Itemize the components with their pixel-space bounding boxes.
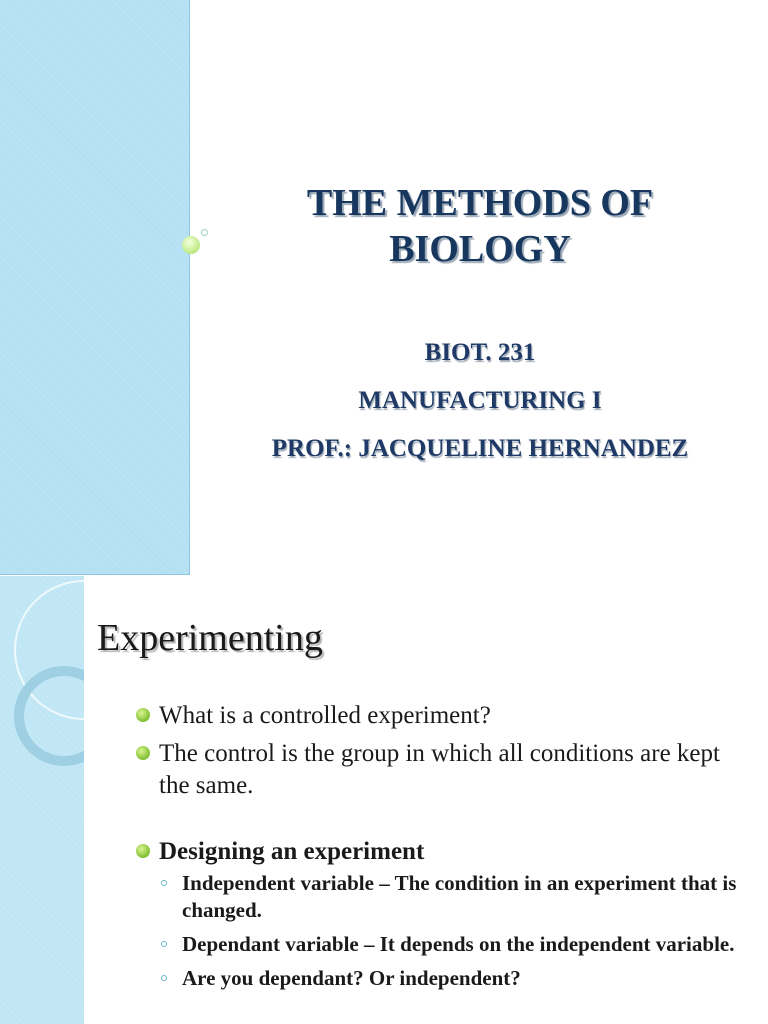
slide-title: Experimenting xyxy=(97,617,323,659)
green-bullet-icon xyxy=(136,746,150,760)
slide-title: THE METHODS OF BIOLOGY xyxy=(306,182,654,270)
list-item xyxy=(132,700,752,732)
ring-bullet-icon xyxy=(161,975,167,981)
sub-bullet-list xyxy=(159,870,752,992)
course-subject: MANUFACTURING I xyxy=(358,387,602,414)
bullet-text: Designing an experiment xyxy=(159,838,425,865)
green-bullet-icon xyxy=(136,844,150,858)
left-accent-panel xyxy=(0,0,190,575)
sub-bullet-text: Independent variable – The condition in an experiment that is changed. xyxy=(182,871,737,922)
sub-list-item xyxy=(159,965,752,992)
list-item xyxy=(132,738,752,802)
course-code: BIOT. 231 xyxy=(424,339,536,366)
sub-list-item xyxy=(159,931,752,958)
sub-bullet-text: Dependant variable – It depends on the independent variable. xyxy=(182,932,735,956)
professor-name: PROF.: JACQUELINE HERNANDEZ xyxy=(271,435,689,462)
experimenting-slide xyxy=(0,576,768,1024)
bullet-list xyxy=(132,700,752,999)
list-item xyxy=(132,836,752,992)
sub-list-item xyxy=(159,870,752,924)
bullet-text: The control is the group in which all conditions are kept the same. xyxy=(159,740,720,799)
left-accent-panel xyxy=(0,576,84,1024)
sub-bullet-text: Are you dependant? Or independent? xyxy=(182,966,521,990)
green-bullet-icon xyxy=(136,708,150,722)
ring-bullet-icon xyxy=(161,941,167,947)
green-circle-decoration-icon xyxy=(182,236,200,254)
bullet-text: What is a controlled experiment? xyxy=(159,702,491,729)
ring-bullet-icon xyxy=(161,880,167,886)
